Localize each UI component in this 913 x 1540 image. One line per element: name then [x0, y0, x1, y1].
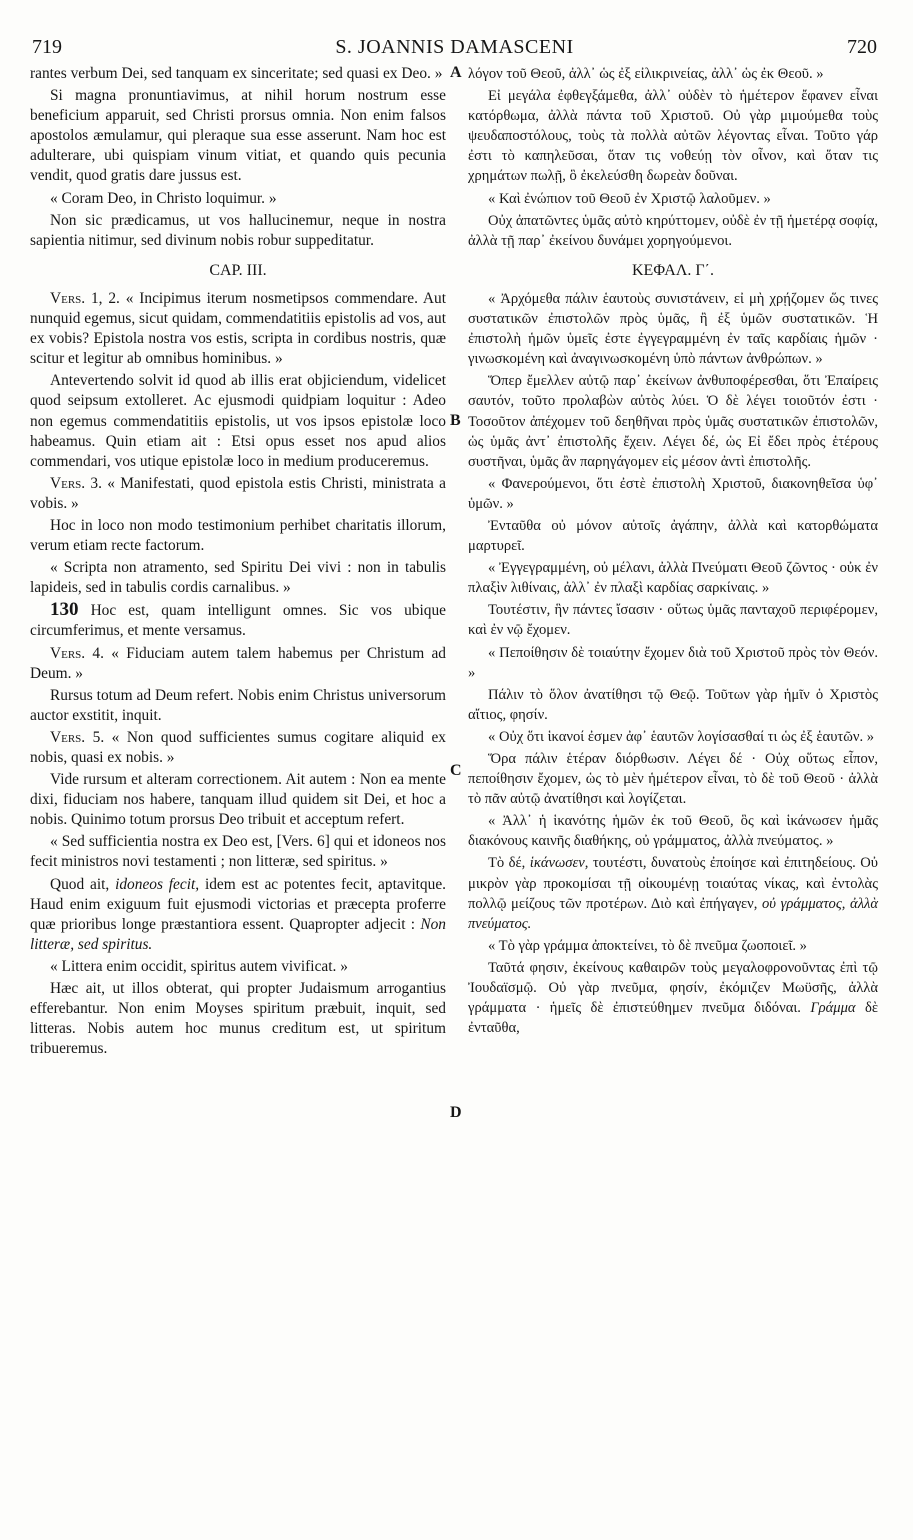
italic-phrase: ἱκάνωσεν,	[529, 855, 589, 872]
greek-quote: « Οὐχ ὅτι ἱκανοί ἐσμεν ἀφ᾽ ἑαυτῶν λογίσασθαί τι ὡς ἐξ ἑαυτῶν. »	[488, 728, 875, 745]
paragraph-text: idem est ac potentes fecit, aptavitque. Haud enim exiguum fuit ejusmodi victorias et præcepta proferre quæ prioribus longe præstantiora essent. Quapropter adjecit :	[30, 875, 446, 933]
latin-verse	[30, 289, 446, 369]
italic-phrase: Non litteræ, sed spiritus.	[30, 915, 446, 953]
greek-paragraph: Ἐνταῦθα οὐ μόνον αὐτοῖς ἀγάπην, ἀλλὰ καὶ κατορθώματα μαρτυρεῖ.	[468, 517, 878, 555]
latin-quote: « Coram Deo, in Christo loquimur. »	[50, 189, 277, 207]
greek-quote: « Τὸ γὰρ γράμμα ἀποκτείνει, τὸ δὲ πνεῦμα ζωοποιεῖ. »	[488, 937, 807, 954]
italic-phrase: idoneos fecit,	[115, 875, 200, 893]
greek-paragraph	[468, 853, 878, 933]
latin-paragraph: rantes verbum Dei, sed tanquam ex sinceritate; sed quasi ex Deo. »	[30, 65, 443, 82]
latin-paragraph	[30, 600, 446, 641]
greek-paragraph: Εἰ μεγάλα ἐφθεγξάμεθα, ἀλλ᾽ οὐδὲν τὸ ἡμέτερον ἔφανεν εἶναι κατόρθωμα, ἀλλὰ πάντα τοῦ Χριστοῦ. Οὐ γὰρ μιμούμεθα τοὺς ψευδαποστόλους, τοὺς τὰ πολλὰ αὐτῶν λέγοντας εἶναι. Τοῦτο γάρ ἐστι τὸ καπηλεῦσαι, ὅταν τις νοθεύῃ τὸν οἶνον, καὶ ὅταν τις χρημάτων πωλῇ, ὃ ἐκελεύσθη δωρεὰν δοῦναι.	[468, 88, 878, 185]
folio-number: 130	[50, 599, 79, 621]
greek-paragraph: Οὐχ ἀπατῶντες ὑμᾶς αὐτὸ κηρύττομεν, οὐδὲ ἐν τῇ ἡμετέρᾳ σοφίᾳ, ἀλλὰ τῇ παρ᾽ ἐκείνου δυνάμει χορηγούμενοι.	[468, 212, 878, 249]
margin-letter-c: C	[450, 762, 462, 779]
paragraph-text: δὲ ἐνταῦθα,	[468, 1000, 878, 1037]
latin-quote: « Littera enim occidit, spiritus autem vivificat. »	[50, 957, 348, 975]
verse-text: 3. « Manifestati, quod epistola estis Christi, ministrata a vobis. »	[30, 474, 446, 512]
greek-paragraph: Πάλιν τὸ ὅλον ἀνατίθησι τῷ Θεῷ. Τοῦτων γὰρ ἡμῖν ὁ Χριστὸς αἴτιος, φησίν.	[468, 686, 878, 723]
greek-column	[468, 64, 878, 1040]
paragraph-text: τουτέστι, δυνατοὺς ἐποίησε καὶ ἐπιτηδείους. Οὐ μικρὸν γὰρ προκομίσαι τῇ οἰκουμένῃ τοιαύτας νίκας, καὶ ἐντολὰς πολλῷ μείζους τῶν προτέρων. Διὸ καὶ ἐπήγαγεν,	[468, 855, 878, 912]
greek-paragraph: Ὅπερ ἔμελλεν αὐτῷ παρ᾽ ἐκείνων ἀνθυποφέρεσθαι, ὅτι Ἐπαίρεις σαυτόν, τοῦτο προλαβὼν αὐτὸς λύει. Ὁ δὲ λέγει τοιοῦτόν ἐστι · Τοσοῦτον ἀπέχομεν τοῦ δεηθῆναι πρὸς ὑμᾶς συστατικῶν ἐπιστολῶν, ὡς ὑμᾶς ἀντ᾽ ἐπιστολῆς ἔχειν. Λέγει δέ, ὡς Εἰ ἔδει πρὸς ἑτέρους συστῆναι, ὑμᾶς ἂν παρηγάγομεν εἰς μέσον ἀντὶ ἐπιστολῆς.	[468, 373, 878, 470]
page-number-left: 719	[32, 36, 62, 58]
latin-column	[30, 64, 446, 1061]
latin-quote: « Sed sufficientia nostra ex Deo est, [Vers. 6] qui et idoneos nos fecit ministros novi testamenti ; non litteræ, sed spiritus. »	[30, 833, 446, 871]
greek-quote: « Ἀρχόμεθα πάλιν ἑαυτοὺς συνιστάνειν, εἰ μὴ χρῄζομεν ὥς τινες συστατικῶν ἐπιστολῶν πρὸς ὑμᾶς, ἢ ἐξ ὑμῶν συστατικῶν. Ἡ ἐπιστολὴ ἡμῶν ὑμεῖς ἐστε ἐγγεγραμμένη ἐν ταῖς καρδίαις ἡμῶν · γινωσκομένη καὶ ἀναγινωσκομένη ὑπὸ πάντων ἀνθρώπων. »	[468, 290, 878, 368]
chapter-heading-latin: CAP. III.	[209, 261, 267, 279]
page-number-right: 720	[847, 36, 877, 58]
verse-label: Vers.	[50, 474, 86, 492]
verse-label: Vers.	[50, 644, 86, 662]
margin-letter-a: A	[450, 64, 462, 81]
paragraph-text: Quod ait,	[50, 875, 110, 893]
italic-phrase: οὐ γράμματος, ἀλλὰ πνεύματος.	[468, 895, 878, 932]
greek-paragraph	[468, 958, 878, 1038]
greek-quote: « Καὶ ἐνώπιον τοῦ Θεοῦ ἐν Χριστῷ λαλοῦμεν. »	[488, 190, 771, 207]
latin-paragraph: Hoc in loco non modo testimonium perhibet charitatis illorum, verum etiam recte factorum.	[30, 516, 446, 555]
greek-quote: « Πεποίθησιν δὲ τοιαύτην ἔχομεν διὰ τοῦ Χριστοῦ πρὸς τὸν Θεόν. »	[468, 644, 878, 681]
latin-verse	[30, 474, 446, 514]
verse-text: 1, 2. « Incipimus iterum nosmetipsos commendare. Aut nunquid egemus, sicut quidam, commendatitiis epistolis ad vos, aut ex vobis? Epistola nostra vos estis, scripta in cordibus nostris, quæ scitur et legitur ab omnibus hominibus. »	[30, 289, 446, 368]
latin-quote: « Scripta non atramento, sed Spiritu Dei vivi : non in tabulis lapideis, sed in tabulis cordis carnalibus. »	[30, 559, 446, 597]
latin-paragraph	[30, 875, 446, 955]
greek-paragraph: λόγον τοῦ Θεοῦ, ἀλλ᾽ ὡς ἐξ εἰλικρινείας, ἀλλ᾽ ὡς ἐκ Θεοῦ. »	[468, 66, 824, 82]
latin-paragraph: Non sic prædicamus, ut vos hallucinemur, neque in nostra sapientia nitimur, sed divinum nobis robur suppeditatur.	[30, 211, 446, 249]
paragraph-text: Hoc est, quam intelligunt omnes. Sic vos ubique circumferimus, et mente versamus.	[30, 602, 446, 640]
greek-paragraph: Ὅρα πάλιν ἑτέραν διόρθωσιν. Λέγει δέ · Οὐχ οὕτως εἶπον, πεποίθησιν ἔχομεν, ὡς τὸ μὲν ἡμέτερον εἶναι, τὸ δὲ τοῦ Θεοῦ · ἀλλὰ τὸ πᾶν αὐτῷ ἀνατίθησι καὶ λογίζεται.	[468, 751, 878, 808]
latin-paragraph: Si magna pronuntiavimus, at nihil horum nostrum esse beneficium apparuit, sed Christi prorsus omnia. Non enim falsos apostolos æmulamur, qui pleraque sua esse asserunt. Nam hoc est adulterare, ubi quispiam vinum vitiat, et quando quis pecunia vendit, quod gratis dare jussus est.	[30, 87, 446, 185]
verse-text: 4. « Fiduciam autem talem habemus per Christum ad Deum. »	[30, 644, 446, 682]
running-title: S. JOANNIS DAMASCENI	[335, 36, 574, 58]
verse-label: Vers.	[50, 728, 86, 746]
latin-verse	[30, 644, 446, 684]
paragraph-text: Ταῦτά φησιν, ἐκείνους καθαιρῶν τοὺς μεγαλοφρονοῦντας ἐπὶ τῷ Ἰουδαϊσμῷ. Οὐ γὰρ πνεῦμα, φησίν, ἐκόμιζεν Μωϋσῆς, ἀλλὰ γράμματα · ἡμεῖς δὲ ἐπιστεύθημεν πνεῦμα διδόναι.	[468, 959, 878, 1017]
greek-quote: « Ἐγγεγραμμένη, οὐ μέλανι, ἀλλὰ Πνεύματι Θεοῦ ζῶντος · οὐκ ἐν πλαξὶν λιθίναις, ἀλλ᾽ ἐν πλαξὶ καρδίας σαρκίναις. »	[468, 560, 878, 597]
italic-phrase: Γράμμα	[810, 1000, 856, 1017]
latin-paragraph: Vide rursum et alteram correctionem. Ait autem : Non ea mente dixi, fiduciam nos habere, tanquam illud quidem sit Dei, et hoc a nobis. Quinimo totum prorsus Deo tribuit et acceptum refert.	[30, 771, 446, 829]
latin-paragraph: Antevertendo solvit id quod ab illis erat objiciendum, videlicet quod seipsum extolleret. Ac ejusmodi quidpiam loquitur : Adeo non egemus commendatitiis epistolis, ut vos ipsos epistolæ loco habeamus. Quin etiam ait : Etsi opus esset nos apud alios commendari, vos utique epistolæ loco in medium produceremus.	[30, 372, 446, 470]
margin-letter-d: D	[450, 1104, 462, 1121]
paragraph-text: Τὸ δέ,	[488, 855, 526, 872]
greek-quote: « Φανερούμενοι, ὅτι ἐστὲ ἐπιστολὴ Χριστοῦ, διακονηθεῖσα ὑφ᾽ ὑμῶν. »	[468, 475, 878, 512]
greek-quote: « Ἀλλ᾽ ἡ ἱκανότης ἡμῶν ἐκ τοῦ Θεοῦ, ὃς καὶ ἱκάνωσεν ἡμᾶς διακόνους καινῆς διαθήκης, οὐ γράμματος, ἀλλὰ πνεύματος. »	[468, 813, 878, 850]
verse-text: 5. « Non quod sufficientes sumus cogitare aliquid ex nobis, quasi ex nobis. »	[30, 728, 446, 766]
latin-paragraph: Hæc ait, ut illos obterat, qui propter Judaismum arrogantius efferebantur. Non enim Moyses spiritum præbuit, inquit, sed litteras. Nobis autem hoc munus creditum est, ut spiritum tribueremus.	[30, 980, 446, 1058]
latin-verse	[30, 728, 446, 768]
margin-letter-b: B	[450, 412, 461, 429]
running-header	[32, 36, 877, 64]
chapter-heading-greek: ΚΕΦΑΛ. Γ΄.	[632, 261, 714, 279]
greek-paragraph: Τουτέστιν, ἣν πάντες ἴσασιν · οὕτως ὑμᾶς πανταχοῦ περιφέρομεν, καὶ ἐν νῷ ἔχομεν.	[468, 602, 878, 639]
latin-paragraph: Rursus totum ad Deum refert. Nobis enim Christus universorum auctor exstitit, inquit.	[30, 686, 446, 724]
verse-label: Vers.	[50, 289, 86, 307]
